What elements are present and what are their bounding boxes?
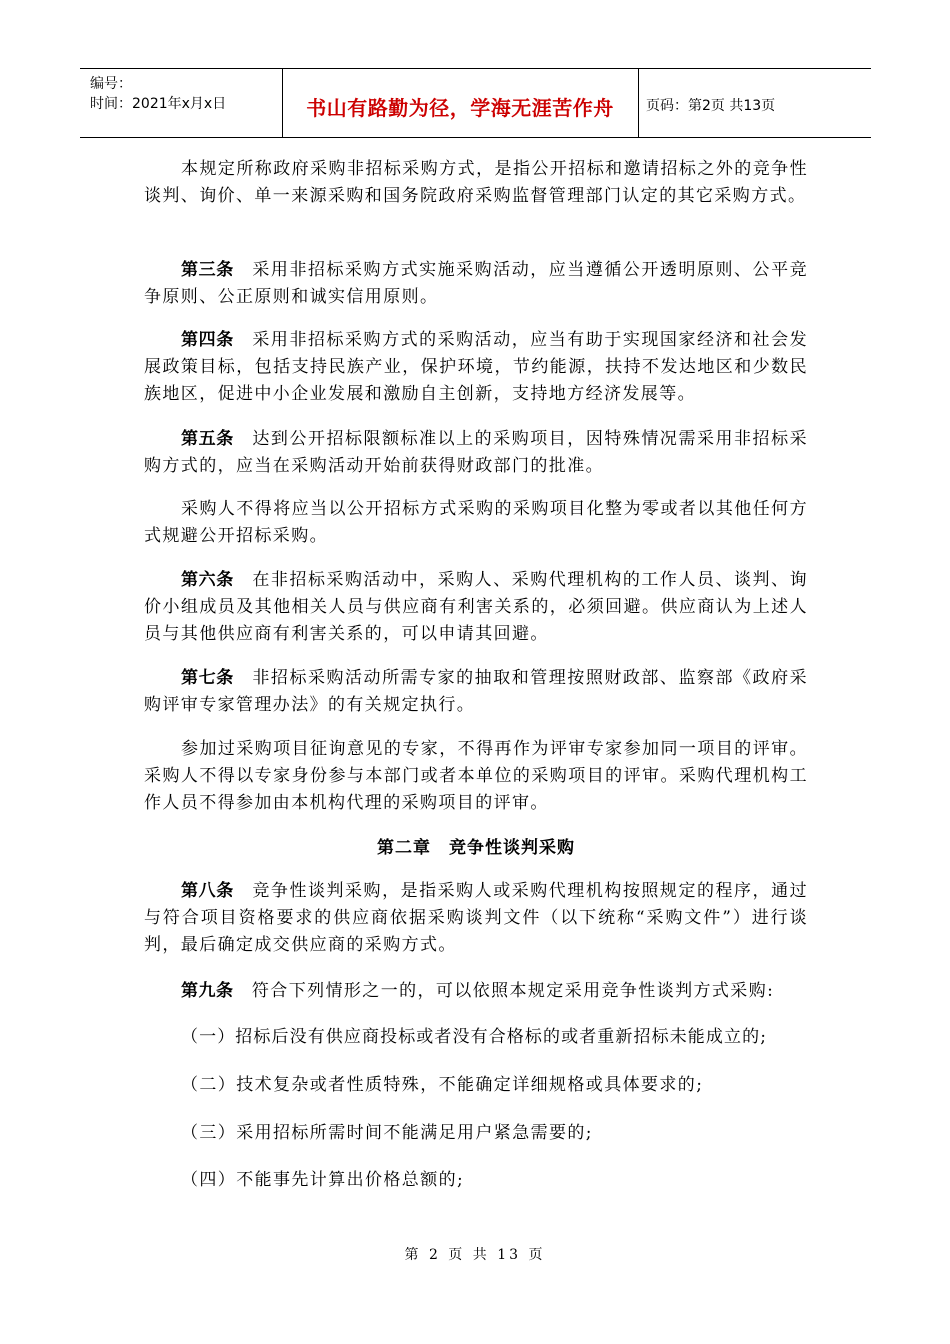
paragraph-article-6 xyxy=(144,567,808,648)
article-number: 第五条 xyxy=(181,429,234,449)
list-item-2 xyxy=(144,1072,808,1099)
article-number: 第九条 xyxy=(181,981,234,1001)
page-header xyxy=(80,68,871,138)
chapter-heading: 第二章 竞争性谈判采购 xyxy=(377,838,575,858)
article-number: 第八条 xyxy=(181,881,234,901)
paragraph-article-3 xyxy=(144,257,808,311)
paragraph-text: 参加过采购项目征询意见的专家，不得再作为评审专家参加同一项目的评审。采购人不得以专家身份参与本部门或者本单位的采购项目的评审。采购代理机构工作人员不得参加由本机构代理的采购项目的评审。 xyxy=(144,739,808,813)
list-item-4 xyxy=(144,1167,808,1194)
article-number: 第四条 xyxy=(181,330,234,350)
paragraph-text: 符合下列情形之一的，可以依照本规定采用竞争性谈判方式采购: xyxy=(233,981,775,1001)
list-item-3 xyxy=(144,1120,808,1147)
paragraph-text: 本规定所称政府采购非招标采购方式，是指公开招标和邀请招标之外的竞争性谈判、询价、单一来源采购和国务院政府采购监督管理部门认定的其它采购方式。 xyxy=(144,159,808,206)
date-label: 时间：2021年x月x日 xyxy=(90,96,227,112)
serial-number-label: 编号： xyxy=(90,76,132,92)
paragraph-text: 竞争性谈判采购，是指采购人或采购代理机构按照规定的程序，通过与符合项目资格要求的供应商依据采购谈判文件（以下统称“采购文件”）进行谈判，最后确定成交供应商的采购方式。 xyxy=(144,881,808,955)
paragraph-text: 在非招标采购活动中，采购人、采购代理机构的工作人员、谈判、询价小组成员及其他相关人员与供应商有利害关系的，必须回避。供应商认为上述人员与其他供应商有利害关系的，可以申请其回避。 xyxy=(144,570,808,644)
motto-text: 书山有路勤为径，学海无涯苦作舟 xyxy=(306,96,614,120)
header-motto-cell xyxy=(282,69,639,137)
paragraph-article-8 xyxy=(144,878,808,959)
paragraph-article-9 xyxy=(144,978,808,1005)
paragraph-text: 采用非招标采购方式的采购活动，应当有助于实现国家经济和社会发展政策目标，包括支持民族产业，保护环境，节约能源，扶持不发达地区和少数民族地区，促进中小企业发展和激励自主创新，支持地方经济发展等。 xyxy=(144,330,808,404)
paragraph-experts xyxy=(144,736,808,817)
paragraph-article-4 xyxy=(144,327,808,408)
paragraph-text: （四）不能事先计算出价格总额的; xyxy=(181,1170,465,1190)
header-info-cell xyxy=(80,69,283,137)
paragraph-text: （三）采用招标所需时间不能满足用户紧急需要的; xyxy=(181,1123,593,1143)
paragraph-text: 非招标采购活动所需专家的抽取和管理按照财政部、监察部《政府采购评审专家管理办法》的有关规定执行。 xyxy=(144,668,808,715)
paragraph-no-split xyxy=(144,496,808,550)
paragraph-text: 采购人不得将应当以公开招标方式采购的采购项目化整为零或者以其他任何方式规避公开招标采购。 xyxy=(144,499,808,546)
paragraph-text: （二）技术复杂或者性质特殊，不能确定详细规格或具体要求的; xyxy=(181,1075,704,1095)
header-page-cell xyxy=(638,69,871,137)
paragraph-text: 达到公开招标限额标准以上的采购项目，因特殊情况需采用非招标采购方式的，应当在采购活动开始前获得财政部门的批准。 xyxy=(144,429,808,476)
article-number: 第七条 xyxy=(181,668,234,688)
paragraph-article-7 xyxy=(144,665,808,719)
paragraph-article-5 xyxy=(144,426,808,480)
page-number-label: 页码：第2页 共13页 xyxy=(646,98,776,114)
page-footer: 第 2 页 共 13 页 xyxy=(404,1247,546,1263)
paragraph-text: 采用非招标采购方式实施采购活动，应当遵循公开透明原则、公平竞争原则、公正原则和诚实信用原则。 xyxy=(144,260,808,307)
article-number: 第六条 xyxy=(181,570,234,590)
article-number: 第三条 xyxy=(181,260,234,280)
paragraph-text: （一）招标后没有供应商投标或者没有合格标的或者重新招标未能成立的; xyxy=(181,1027,768,1047)
list-item-1 xyxy=(144,1024,808,1051)
paragraph-definition xyxy=(144,156,808,210)
